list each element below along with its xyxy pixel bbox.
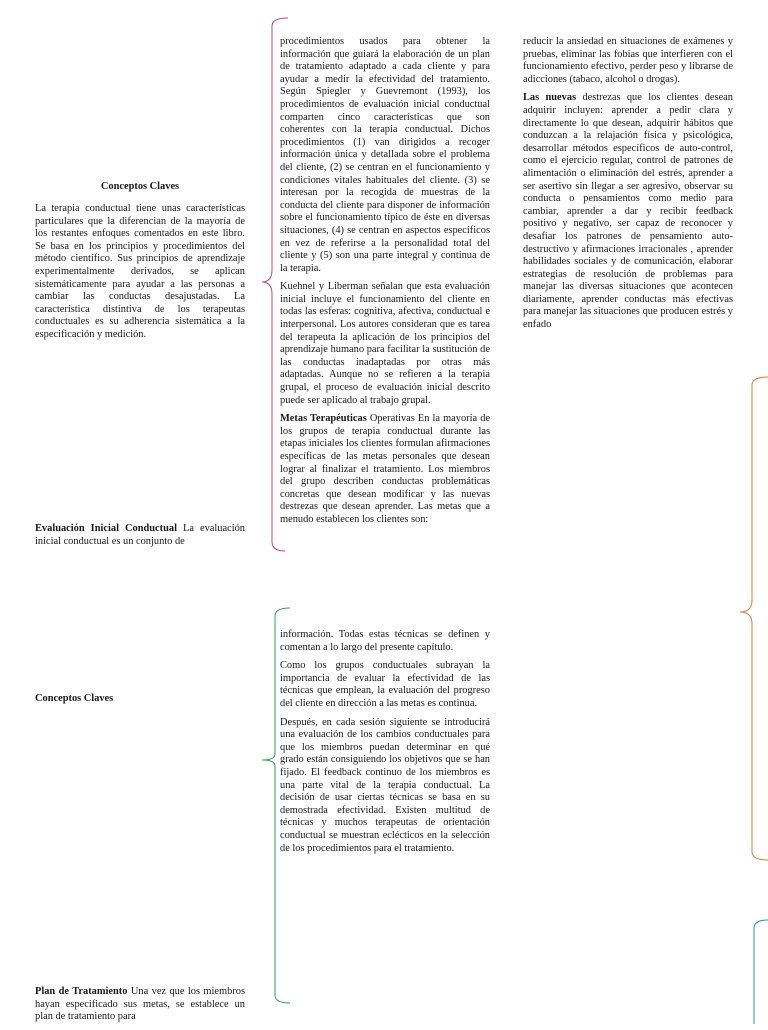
- metas-title: Metas Terapéuticas: [280, 413, 367, 425]
- plan-title: Plan de Tratamiento: [35, 986, 128, 997]
- paragraph-como-los-grupos: Como los grupos conductuales subrayan la importancia de evaluar la efectividad de las técnicas que emplean, la evaluación del progreso del cliente en dirección a las metas es continua.: [280, 660, 490, 709]
- heading-conceptos-claves-2: Conceptos Claves: [35, 693, 114, 704]
- paragraph-procedimientos: procedimientos usados para obtener la información que guiará la elaboración de un plan de tratamiento adaptado a cada cliente y para ayudar a medir la efectividad del tratamiento. Según Spiegler y Guevremont (1993), los procedimientos de evaluación inicial conductual comparten cinco características que son coherentes con la terapia conductual. Dichos procedimientos (1) van dirigidos a recoger información única y detallada sobre el problema del cliente, (2) se centran en el funcionamiento y condiciones vitales habituales del cliente. (3) se interesan por la recogida de muestras de la conducta del cliente para disponer de información sobre el funcionamiento típico de éste en diversas situaciones, (4) se centran en aspectos específicos en vez de referirse a la personalidad total del cliente y (5) son una parte integral y continua de la terapia.: [280, 36, 490, 274]
- left-paragraph-1: [35, 203, 245, 348]
- orange-bracket: [740, 377, 768, 860]
- evaluacion-inicial-block: [35, 523, 245, 554]
- paragraph-nuevas-destrezas: [523, 92, 733, 331]
- paragraph-kuehnel: Kuehnel y Liberman señalan que esta evaluación inicial incluye el funcionamiento del cliente en todas las esferas: cognitiva, afectiva, conductual e interpersonal. Los autores consideran que es tarea del terapeuta la aplicación de los principios del aprendizaje humano para facilitar la sustitución de las conductas inadaptadas por otras más adaptadas. Aunque no se refieren a la terapia grupal, el proceso de evaluación inicial descrito puede ser aplicado al trabajo grupal.: [280, 281, 490, 406]
- middle-column-top: [280, 36, 490, 533]
- evaluacion-title: Evaluación Inicial Conductual: [35, 523, 177, 534]
- plan-text: Una vez que los miembros hayan especificado sus metas, se establece un plan de tratamiento para: [35, 986, 245, 1023]
- paragraph-metas: [280, 413, 490, 526]
- blue-bracket: [754, 920, 768, 1024]
- middle-column-bottom: [280, 629, 490, 861]
- metas-text: Operativas En la mayoría de los grupos de terapia conductual durante las etapas iniciales los clientes formulan afirmaciones específicas de las metas personales que desean lograr al finalizar el tratamiento. Los miembros del grupo describen conductas problemáticas concretas que desean modificar y las nuevas destrezas que desean aprender. Las metas que a menudo establecen los clientes son:: [280, 413, 490, 525]
- nuevas-title: Las nuevas: [523, 92, 577, 104]
- paragraph-informacion: información. Todas estas técnicas se definen y comentan a lo largo del presente capítulo.: [280, 629, 490, 653]
- right-column: [523, 36, 733, 338]
- paragraph-terapia-conductual: La terapia conductual tiene unas características particulares que la diferencian de la mayoría de los restantes enfoques comentados en este libro. Se basa en los principios y procedimientos del método científico. Sus principios de aprendizaje experimentalmente derivados, se aplican sistemáticamente para ayudar a las personas a cambiar las conductas desajustadas. La característica distintiva de los terapeutas conductuales es su adherencia sistemática a la especificación y medición.: [35, 203, 245, 340]
- plan-tratamiento-block: [35, 986, 245, 1030]
- paragraph-despues: Después, en cada sesión siguiente se introducirá una evaluación de los cambios conductuales para que los miembros puedan determinar en qué grado están consiguiendo los objetivos que se han fijado. El feedback continuo de los miembros es una parte vital de la terapia conductual. La decisión de usar ciertas técnicas se basa en su demostrada efectividad. Existen multitud de técnicas y muchos terapeutas de orientación conductual se muestran eclécticos en la selección de los procedimientos para el tratamiento.: [280, 716, 490, 854]
- nuevas-text: destrezas que los clientes desean adquirir incluyen: aprender a pedir clara y directamente lo que desean, adquirir hábitos que conduzcan a la relajación física y psicológica, desarrollar métodos específicos de auto-control, como el ejercicio regular, control de patrones de alimentación o eliminación del estrés, aprender a ser asertivo sin llegar a ser agresivo, observar su conducta o pensamientos como medio para cambiar, aprender a dar y recibir feedback positivo y negativo, ser capaz de reconocer y desafiar los patrones de pensamiento auto-destructivo y afirmaciones irracionales , aprender habilidades sociales y de comunicación, elaborar estrategias de resolución de problemas para manejar las diversas situaciones que acontecen diariamente, aprender conductas más efectivas para manejar las situaciones que producen estrés y enfado: [523, 92, 733, 331]
- paragraph-reducir-ansiedad: reducir la ansiedad en situaciones de exámenes y pruebas, eliminar las fobias que interfieren con el funcionamiento efectivo, perder peso y librarse de adicciones (tabaco, alcohol o drogas).: [523, 36, 733, 85]
- heading-conceptos-claves-1: Conceptos Claves: [100, 181, 180, 192]
- evaluacion-text: La evaluación inicial conductual es un conjunto de: [35, 523, 245, 547]
